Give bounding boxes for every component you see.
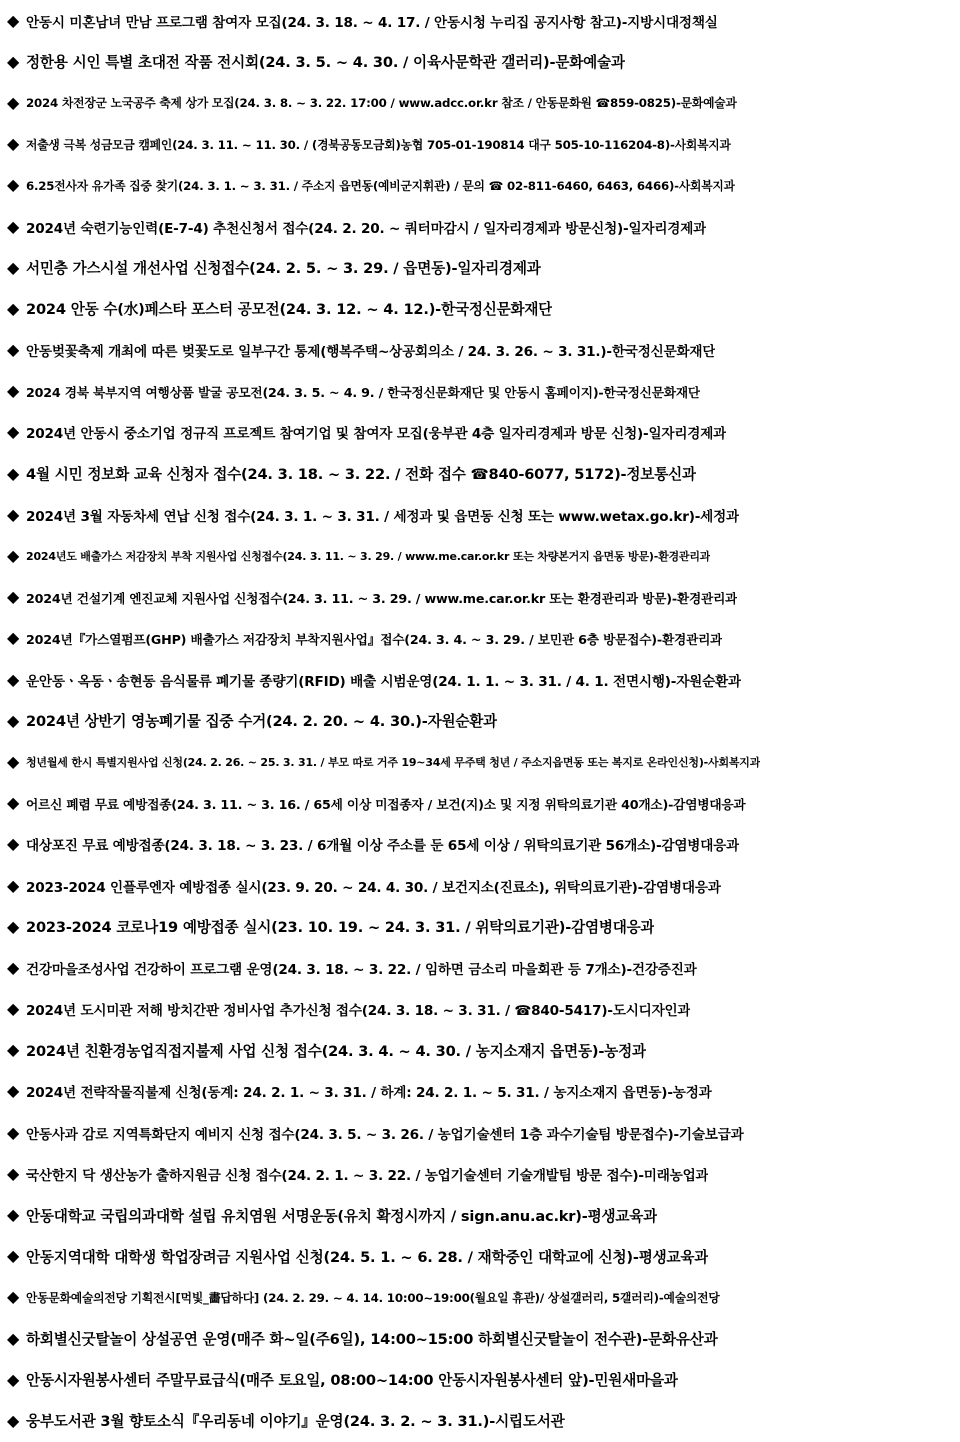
notice-text: 정한용 시인 특별 초대전 작품 전시회(24. 3. 5. ~ 4. 30. / 이육사문학관 갤러리)-문화예술과 <box>26 54 625 72</box>
notice-item <box>0 1277 960 1318</box>
diamond-bullet-icon: ◆ <box>6 1040 20 1060</box>
notice-item <box>0 1030 960 1071</box>
diamond-bullet-icon: ◆ <box>6 1081 20 1101</box>
diamond-bullet-icon: ◆ <box>6 216 20 236</box>
notice-item <box>0 1318 960 1359</box>
notice-text: 안동사과 감로 지역특화단지 예비지 신청 접수(24. 3. 5. ~ 3. 26. / 농업기술센터 1층 과수기술팀 방문접수)-기술보급과 <box>26 1126 744 1143</box>
notice-text: 2024년도 배출가스 저감장치 부착 지원사업 신청접수(24. 3. 11. ~ 3. 29. / www.me.car.or.kr 또는 차량본거지 읍면동 방문)-환경관리과 <box>26 550 711 564</box>
notice-text: 2024년 친환경농업직접지불제 사업 신청 접수(24. 3. 4. ~ 4. 30. / 농지소재지 읍면동)-농정과 <box>26 1042 646 1060</box>
notice-text: 2024년 건설기계 엔진교체 지원사업 신청접수(24. 3. 11. ~ 3. 29. / www.me.car.or.kr 또는 환경관리과 방문)-환경관리과 <box>26 590 738 606</box>
notice-item <box>0 412 960 453</box>
notice-text: 대상포진 무료 예방접종(24. 3. 18. ~ 3. 23. / 6개월 이상 주소를 둔 65세 이상 / 위탁의료기관 56개소)-감염병대응과 <box>26 838 740 855</box>
diamond-bullet-icon: ◆ <box>6 751 20 771</box>
diamond-bullet-icon: ◆ <box>6 834 20 854</box>
notice-text: 안동벚꽃축제 개최에 따른 벚꽃도로 일부구간 통제(행복주택~상공회의소 / 24. 3. 26. ~ 3. 31.)-한국정신문화재단 <box>26 344 716 361</box>
diamond-bullet-icon: ◆ <box>6 628 20 648</box>
diamond-bullet-icon: ◆ <box>6 175 20 195</box>
diamond-bullet-icon: ◆ <box>6 793 20 813</box>
notice-text: 6.25전사자 유가족 집중 찾기(24. 3. 1. ~ 3. 31. / 주소지 읍면동(예비군지휘관) / 문의 ☎ 02-811-6460, 6463, 6466)-사회복지과 <box>26 178 735 193</box>
notice-item <box>0 659 960 700</box>
diamond-bullet-icon: ◆ <box>6 669 20 689</box>
notice-text: 안동지역대학 대학생 학업장려금 지원사업 신청(24. 5. 1. ~ 6. 28. / 재학중인 대학교에 신청)-평생교육과 <box>26 1248 709 1266</box>
diamond-bullet-icon: ◆ <box>6 875 20 895</box>
notice-item <box>0 82 960 123</box>
notice-text: 2024년 3월 자동차세 연납 신청 접수(24. 3. 1. ~ 3. 31. / 세정과 및 읍면동 신청 또는 www.wetax.go.kr)-세정과 <box>26 508 739 525</box>
diamond-bullet-icon: ◆ <box>6 134 20 154</box>
diamond-bullet-icon: ◆ <box>6 51 20 71</box>
notice-item <box>0 824 960 865</box>
diamond-bullet-icon: ◆ <box>6 422 20 442</box>
notice-text: 어르신 폐렴 무료 예방접종(24. 3. 11. ~ 3. 16. / 65세 이상 미접종자 / 보건(지)소 및 지정 위탁의료기관 40개소)-감염병대응과 <box>26 796 746 812</box>
notice-text: 2024 안동 수(水)페스타 포스터 공모전(24. 3. 12. ~ 4. 12.)-한국정신문화재단 <box>26 301 553 319</box>
notice-item <box>0 1112 960 1153</box>
notice-item <box>0 577 960 618</box>
notice-item <box>0 1071 960 1112</box>
notice-item <box>0 124 960 165</box>
notice-text: 안동문화예술의전당 기획전시[먹빛_畵답하다] (24. 2. 29. ~ 4. 14. 10:00~19:00(월요일 휴관)/ 상설갤러리, 5갤러리)-예술의전당 <box>26 1290 720 1305</box>
notice-item <box>0 947 960 988</box>
diamond-bullet-icon: ◆ <box>6 1246 20 1266</box>
diamond-bullet-icon: ◆ <box>6 710 20 730</box>
notice-item <box>0 206 960 247</box>
notice-item <box>0 700 960 741</box>
notice-text: 청년월세 한시 특별지원사업 신청(24. 2. 26. ~ 25. 3. 31. / 부모 따로 거주 19~34세 무주택 청년 / 주소지읍면동 또는 복지로 온라인신청)-사회복지과 <box>26 755 761 769</box>
notice-item <box>0 371 960 412</box>
diamond-bullet-icon: ◆ <box>6 463 20 483</box>
notice-item <box>0 741 960 782</box>
notice-text: 저출생 극복 성금모금 캠페인(24. 3. 11. ~ 11. 30. / (경북공동모금회)농협 705-01-190814 대구 505-10-116204-8)-사회복지과 <box>26 137 731 152</box>
diamond-bullet-icon: ◆ <box>6 1328 20 1348</box>
notice-item <box>0 989 960 1030</box>
diamond-bullet-icon: ◆ <box>6 1122 20 1142</box>
notice-text: 2024년『가스열펌프(GHP) 배출가스 저감장치 부착지원사업』접수(24. 3. 4. ~ 3. 29. / 보민관 6층 방문접수)-환경관리과 <box>26 631 723 647</box>
diamond-bullet-icon: ◆ <box>6 999 20 1019</box>
notice-item <box>0 330 960 371</box>
diamond-bullet-icon: ◆ <box>6 10 20 30</box>
notice-text: 운안동ㆍ옥동ㆍ송현동 음식물류 폐기물 종량기(RFID) 배출 시범운영(24. 1. 1. ~ 3. 31. / 4. 1. 전면시행)-자원순환과 <box>26 673 741 690</box>
notice-item <box>0 1236 960 1277</box>
diamond-bullet-icon: ◆ <box>6 587 20 607</box>
notice-item <box>0 453 960 494</box>
notice-text: 2024년 상반기 영농폐기물 집중 수거(24. 2. 20. ~ 4. 30.)-자원순환과 <box>26 713 498 731</box>
notice-item <box>0 535 960 576</box>
notice-text: 2024 차전장군 노국공주 축제 상가 모집(24. 3. 8. ~ 3. 22. 17:00 / www.adcc.or.kr 참조 / 안동문화원 ☎859-0825)-문화예술과 <box>26 96 737 111</box>
diamond-bullet-icon: ◆ <box>6 340 20 360</box>
notice-text: 2024년 도시미관 저해 방치간판 정비사업 추가신청 접수(24. 3. 18. ~ 3. 31. / ☎840-5417)-도시디자인과 <box>26 1003 691 1020</box>
notice-item <box>0 906 960 947</box>
diamond-bullet-icon: ◆ <box>6 1205 20 1225</box>
notice-text: 2024년 안동시 중소기업 정규직 프로젝트 참여기업 및 참여자 모집(웅부관 4층 일자리경제과 방문 신청)-일자리경제과 <box>26 426 727 443</box>
diamond-bullet-icon: ◆ <box>6 1410 20 1430</box>
diamond-bullet-icon: ◆ <box>6 1163 20 1183</box>
notice-text: 웅부도서관 3월 향토소식『우리동네 이야기』운영(24. 3. 2. ~ 3. 31.)-시립도서관 <box>26 1413 565 1431</box>
notice-text: 4월 시민 정보화 교육 신청자 접수(24. 3. 18. ~ 3. 22. / 전화 접수 ☎840-6077, 5172)-정보통신과 <box>26 466 696 484</box>
notice-text: 2024년 전략작물직불제 신청(동계: 24. 2. 1. ~ 3. 31. / 하계: 24. 2. 1. ~ 5. 31. / 농지소재지 읍면동)-농정과 <box>26 1085 712 1102</box>
notice-text: 안동시자원봉사센터 주말무료급식(매주 토요일, 08:00~14:00 안동시자원봉사센터 앞)-민원새마을과 <box>26 1372 678 1390</box>
notice-item <box>0 865 960 906</box>
notice-text: 건강마을조성사업 건강하이 프로그램 운영(24. 3. 18. ~ 3. 22. / 임하면 금소리 마을회관 등 7개소)-건강증진과 <box>26 961 697 978</box>
notice-text: 2024 경북 북부지역 여행상품 발굴 공모전(24. 3. 5. ~ 4. 9. / 한국정신문화재단 및 안동시 홈페이지)-한국정신문화재단 <box>26 384 700 400</box>
notice-item <box>0 0 960 41</box>
diamond-bullet-icon: ◆ <box>6 1287 20 1307</box>
notice-text: 서민층 가스시설 개선사업 신청접수(24. 2. 5. ~ 3. 29. / 읍면동)-일자리경제과 <box>26 260 541 278</box>
notice-item <box>0 247 960 288</box>
diamond-bullet-icon: ◆ <box>6 92 20 112</box>
notice-text: 하회별신굿탈놀이 상설공연 운영(매주 화~일(주6일), 14:00~15:00 하회별신굿탈놀이 전수관)-문화유산과 <box>26 1331 718 1349</box>
notice-item <box>0 1400 960 1441</box>
notice-item <box>0 783 960 824</box>
notice-text: 안동시 미혼남녀 만남 프로그램 참여자 모집(24. 3. 18. ~ 4. 17. / 안동시청 누리집 공지사항 참고)-지방시대정책실 <box>26 14 718 31</box>
notice-item <box>0 165 960 206</box>
notice-item <box>0 1194 960 1235</box>
notice-text: 안동대학교 국립의과대학 설립 유치염원 서명운동(유치 확정시까지 / sign.anu.ac.kr)-평생교육과 <box>26 1207 658 1225</box>
notice-text: 2024년 숙련기능인력(E-7-4) 추천신청서 접수(24. 2. 20. ~ 쿼터마감시 / 일자리경제과 방문신청)-일자리경제과 <box>26 220 707 237</box>
notice-item <box>0 1359 960 1400</box>
notice-text: 국산한지 닥 생산농가 출하지원금 신청 접수(24. 2. 1. ~ 3. 22. / 농업기술센터 기술개발팀 방문 접수)-미래농업과 <box>26 1167 709 1184</box>
notice-text: 2023-2024 인플루엔자 예방접종 실시(23. 9. 20. ~ 24. 4. 30. / 보건지소(진료소), 위탁의료기관)-감염병대응과 <box>26 879 721 896</box>
diamond-bullet-icon: ◆ <box>6 1369 20 1389</box>
diamond-bullet-icon: ◆ <box>6 546 20 566</box>
diamond-bullet-icon: ◆ <box>6 504 20 524</box>
notice-item <box>0 494 960 535</box>
diamond-bullet-icon: ◆ <box>6 257 20 277</box>
diamond-bullet-icon: ◆ <box>6 381 20 401</box>
diamond-bullet-icon: ◆ <box>6 916 20 936</box>
notice-item <box>0 41 960 82</box>
notice-item <box>0 618 960 659</box>
notice-item <box>0 288 960 329</box>
notice-item <box>0 1153 960 1194</box>
diamond-bullet-icon: ◆ <box>6 298 20 318</box>
diamond-bullet-icon: ◆ <box>6 957 20 977</box>
notice-text: 2023-2024 코로나19 예방접종 실시(23. 10. 19. ~ 24. 3. 31. / 위탁의료기관)-감염병대응과 <box>26 919 655 937</box>
